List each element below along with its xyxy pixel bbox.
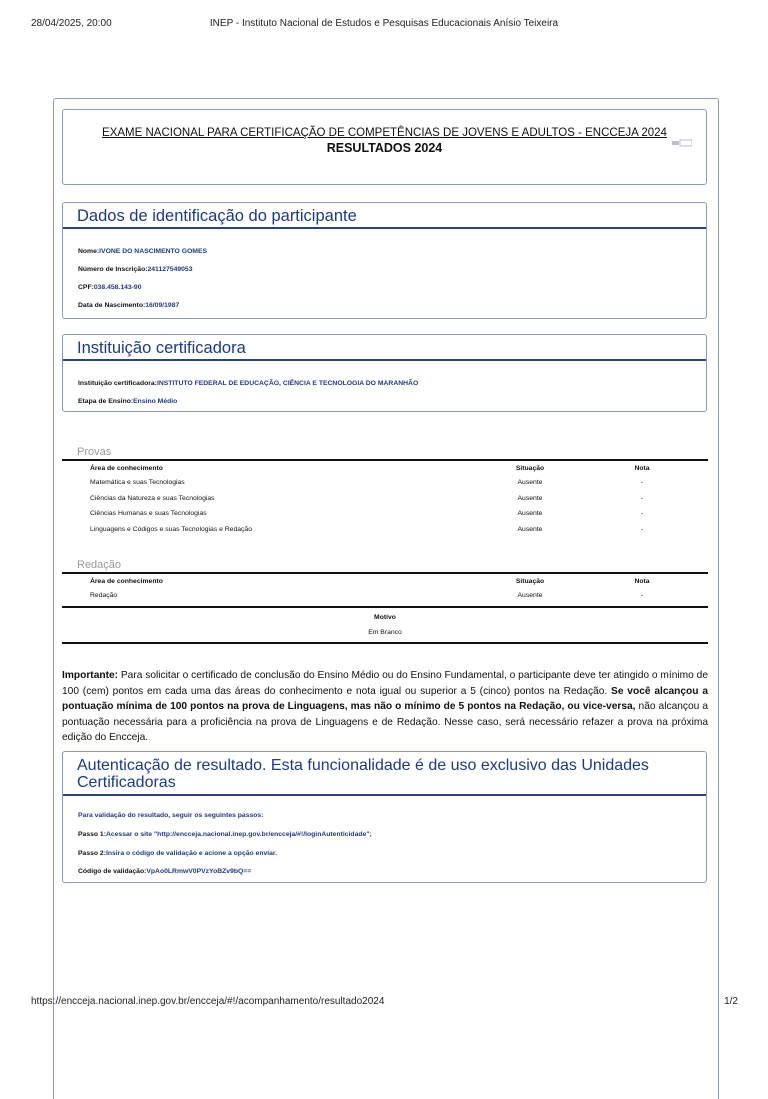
registration-value: 241127549053 [147,266,193,273]
motivo-value: Em Branco [368,629,402,636]
motivo-block [62,606,708,644]
birth-label: Data de Nascimento: [78,302,146,309]
code-label: Código de validação: [78,868,147,875]
institution-section-title: Instituição certificadora [63,335,706,361]
exam-header-box [62,109,707,185]
redacao-table-header [62,572,708,588]
auth-step-1 [78,831,372,838]
important-note [62,668,708,746]
print-page-title: INEP - Instituto Nacional de Estudos e Pesquisas Educacionais Anísio Teixeira [209,18,559,29]
institution-box [62,334,707,412]
print-datetime: 28/04/2025, 20:00 [31,18,112,29]
cell-situacao: Ausente [517,525,543,533]
header-area: Área de conhecimento [90,578,163,585]
institution-label: Instituição certificadora: [78,380,157,387]
field-name [78,248,207,255]
auth-code [78,868,251,875]
code-value: VpAo0LRmwV0PVzYoBZv9bQ== [146,868,252,875]
provas-label: Provas [77,446,112,458]
exam-title: EXAME NACIONAL PARA CERTIFICAÇÃO DE COMPETÊNCIAS DE JOVENS E ADULTOS - ENCCEJA 2024 [102,127,667,139]
birth-value: 16/09/1987 [145,302,180,309]
institution-value: INSTITUTO FEDERAL DE EDUCAÇÃO, CIÊNCIA E TECNOLOGIA DO MARANHÃO [156,380,419,387]
cell-situacao: Ausente [517,479,543,486]
field-institution [78,380,418,387]
cell-nota: - [640,592,644,599]
cell-area: Ciências Humanas e suas Tecnologias [90,510,207,518]
field-registration [78,266,193,273]
header-area: Área de conhecimento [90,465,163,472]
redacao-table [62,572,708,604]
step1-label: Passo 1: [78,831,106,838]
name-label: Nome: [78,248,100,255]
cell-situacao: Ausente [517,510,543,518]
header-situacao: Situação [515,465,545,472]
header-nota: Nota [634,465,650,472]
redacao-label: Redação [77,559,122,571]
cell-nota: - [640,510,644,518]
header-situacao: Situação [515,578,545,585]
registration-label: Número de Inscrição: [78,266,148,273]
participant-section-title: Dados de identificação do participante [63,203,706,229]
print-url: https://encceja.nacional.inep.gov.br/encceja/#!/acompanhamento/resultado2024 [31,996,385,1007]
table-row [62,588,708,604]
important-text-1: Para solicitar o certificado de conclusão do Ensino Médio ou do Ensino Fundamental, o participante deve ter atingido o mínimo de 100 (cem) pontos em cada uma das áreas do conhecimento e nota igual ou superior a 5 (cinco) pontos na Redação. [62,670,708,697]
print-footer [0,996,768,1010]
auth-step-2 [78,850,277,857]
cell-situacao: Ausente [517,494,543,502]
provas-table [62,459,708,537]
header-nota: Nota [634,578,650,585]
authentication-box [62,751,707,883]
cell-area: Ciências da Natureza e suas Tecnologias [90,494,215,502]
cell-nota: - [640,494,644,502]
stage-label: Etapa de Ensino: [78,398,134,405]
cell-area: Matemática e suas Tecnologias [90,479,185,486]
table-row [62,522,708,538]
cell-situacao: Ausente [517,592,543,599]
step2-label: Passo 2: [78,850,106,857]
important-lead: Importante: [62,670,119,681]
auth-section-title: Autenticação de resultado. Esta funcionalidade é de uso exclusivo das Unidades Certificadoras [63,752,706,796]
cell-area: Linguagens e Códigos e suas Tecnologias e Redação [90,525,252,533]
field-birth [78,302,179,309]
provas-table-header [62,459,708,475]
motivo-label: Motivo [374,614,396,621]
print-page-number: 1/2 [724,996,738,1007]
cell-nota: - [640,479,644,486]
auth-intro: Para validação do resultado, seguir os seguintes passos: [78,812,264,819]
participant-data-box [62,202,707,319]
cpf-label: CPF: [78,284,94,291]
field-stage [78,398,177,405]
step2-text: Insira o código de validação e acione a opção enviar. [105,850,278,857]
stage-value: Ensino Médio [133,398,178,405]
cell-nota: - [640,525,644,533]
step1-link[interactable]: Acessar o site "http://encceja.nacional.inep.gov.br/encceja/#!/loginAutenticidade"; [105,831,372,838]
table-row [62,491,708,507]
field-cpf [78,284,141,291]
cell-area: Redação [90,592,118,599]
table-row [62,475,708,491]
exam-subtitle: RESULTADOS 2024 [326,141,443,155]
cpf-value: 038.458.143-90 [93,284,142,291]
name-value: IVONE DO NASCIMENTO GOMES [99,248,208,255]
important-bold: Se você alcançou a pontuação mínima de 100 pontos na prova de Linguagens, mas não o mínimo de 5 pontos na Redação, ou vice-versa, [62,685,708,712]
print-header [0,18,768,32]
table-row [62,506,708,522]
inep-logo-icon [672,139,692,147]
important-text-2: não alcançou a pontuação necessária para a proficiência na prova de Linguagens e de Redação. Nesse caso, será necessário refazer a prova na próxima edição do Encceja. [62,701,709,743]
